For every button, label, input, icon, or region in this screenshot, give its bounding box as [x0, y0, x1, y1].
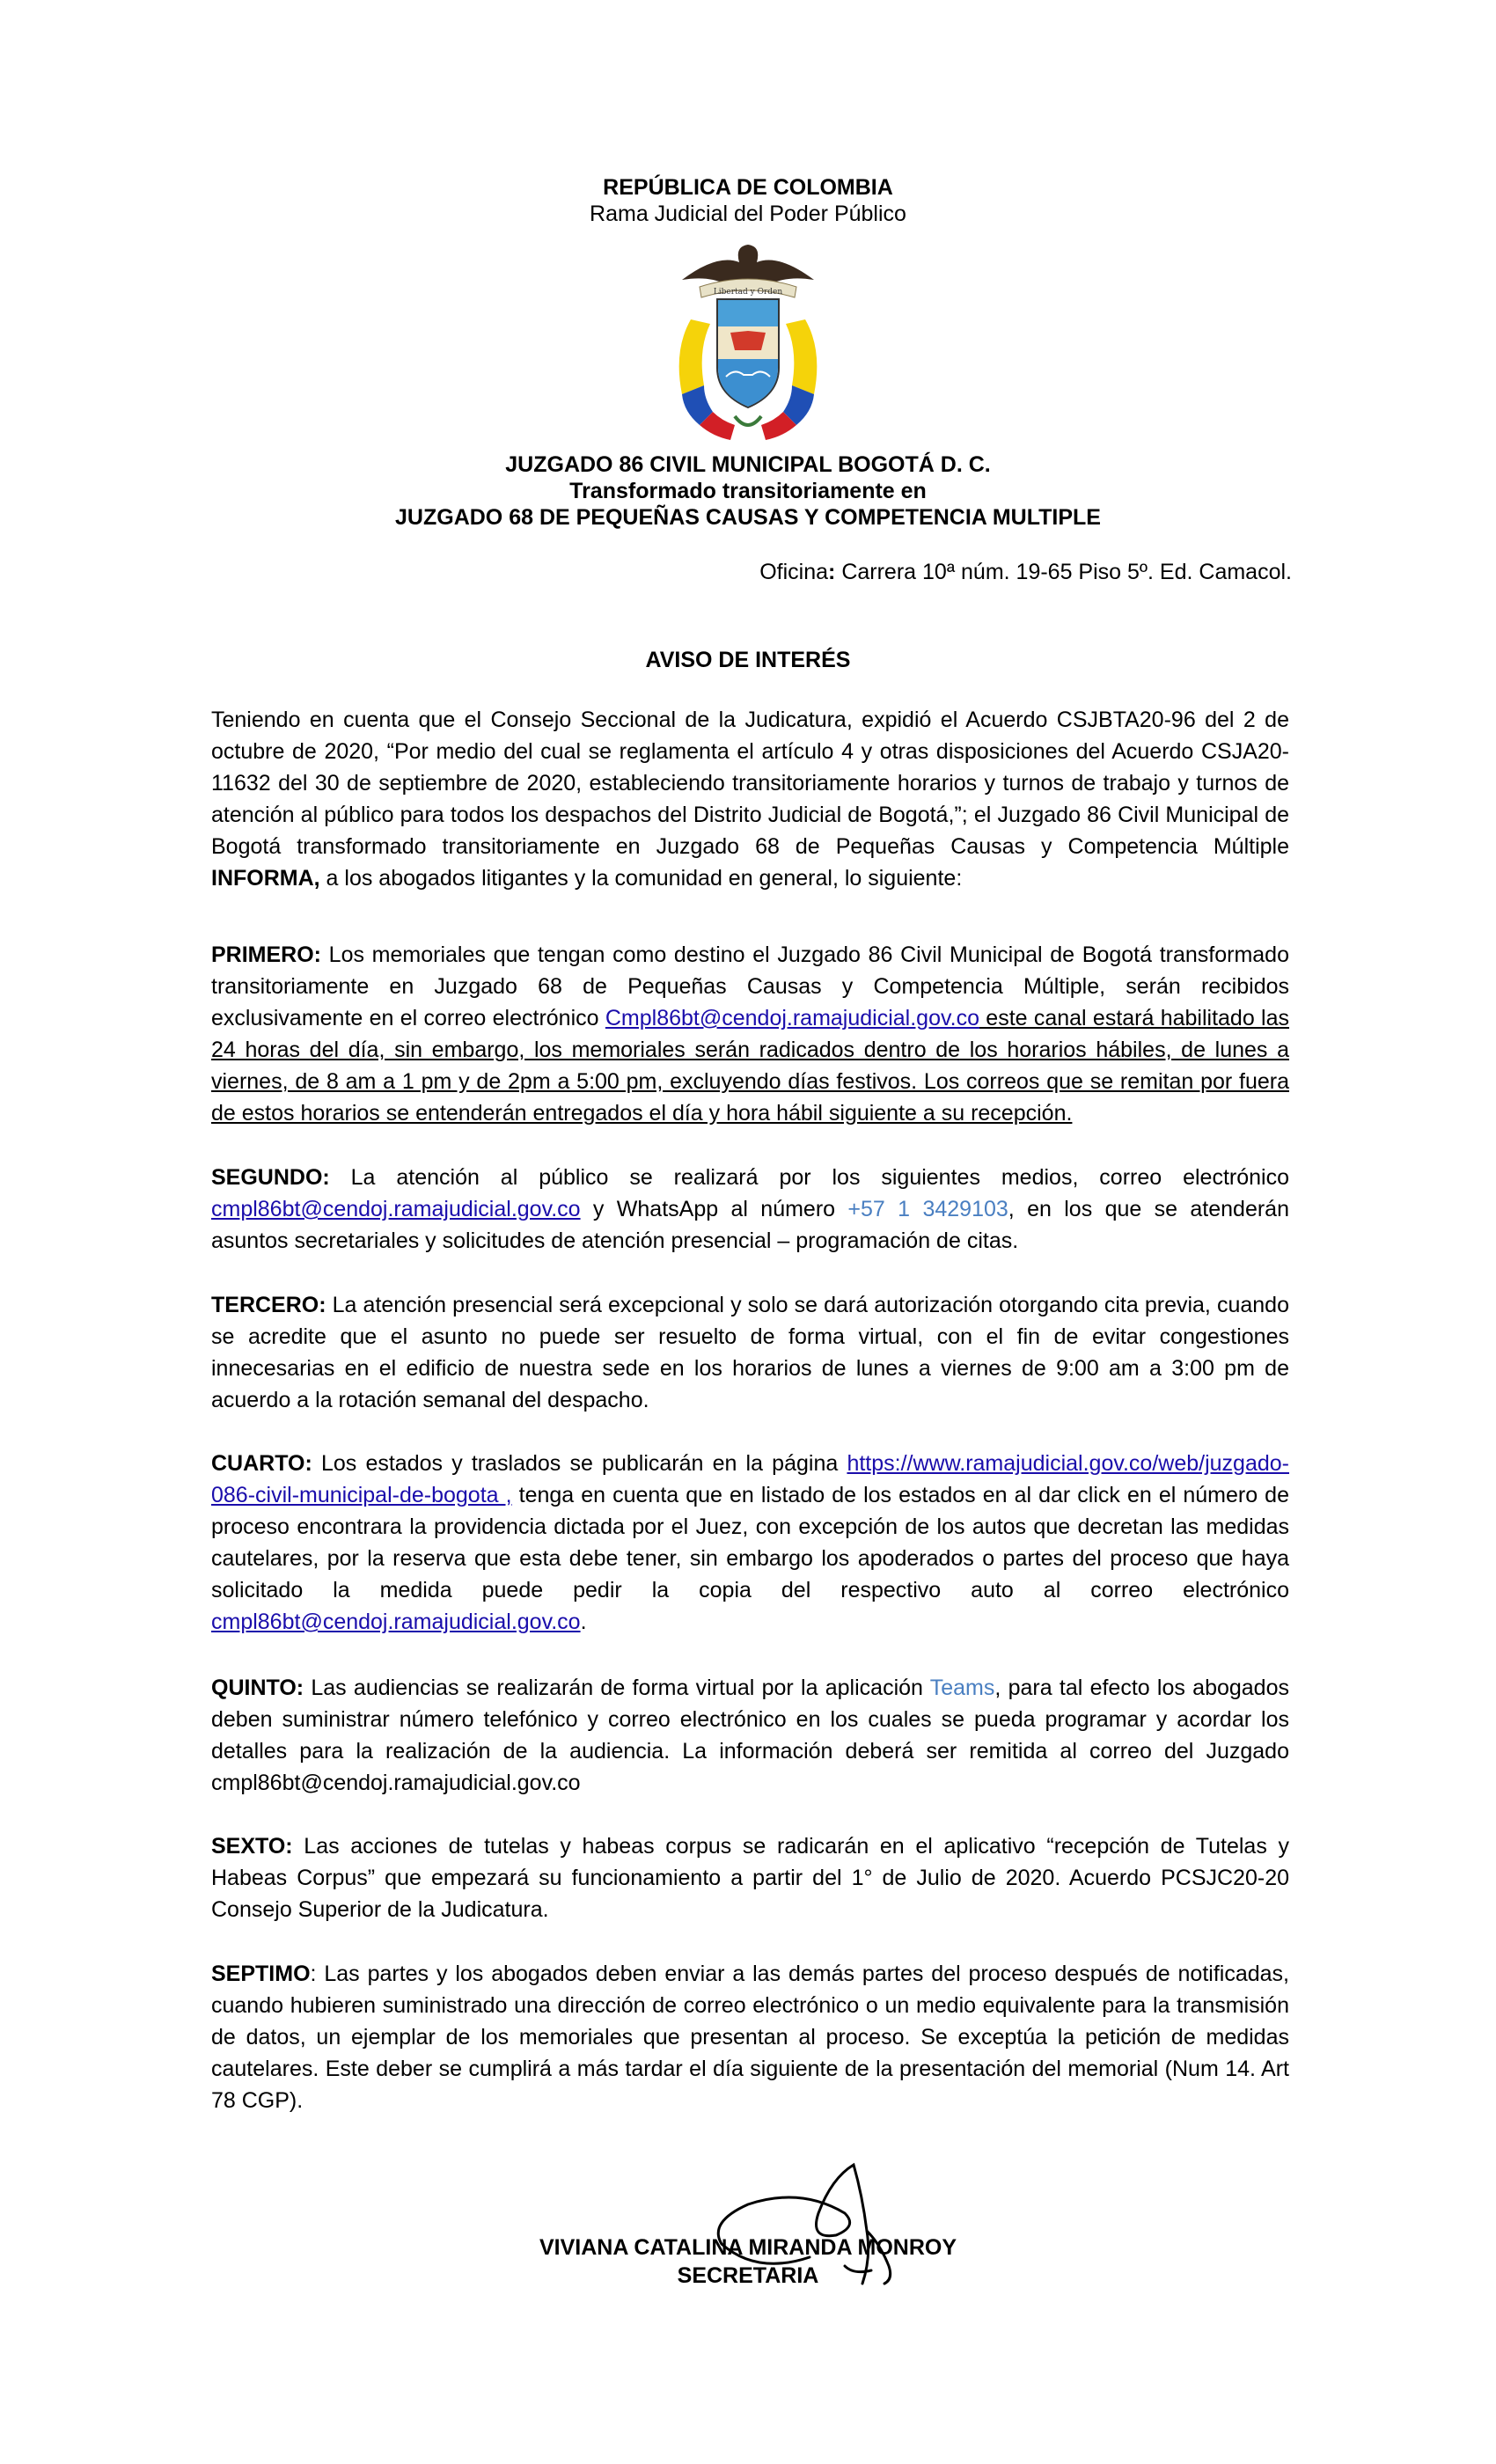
branch-subheading: Rama Judicial del Poder Público [590, 202, 906, 226]
signer-role: SECRETARIA [677, 2263, 819, 2288]
quinto-label: QUINTO: [211, 1676, 304, 1700]
primero-paragraph [211, 939, 1289, 1129]
segundo-paragraph [211, 1162, 1289, 1257]
cuarto-text-a: Los estados y traslados se publicarán en la página [312, 1451, 847, 1476]
cuarto-website-link[interactable]: https://www.ramajudicial.gov.co/web/juzgado-086-civil-municipal-de-bogota , [211, 1451, 1289, 1507]
office-address [759, 560, 1292, 585]
cuarto-label: CUARTO: [211, 1451, 312, 1476]
quinto-text-a: Las audiencias se realizarán de forma virtual por la aplicación [304, 1676, 930, 1700]
intro-informa: INFORMA, [211, 866, 320, 891]
segundo-text-a: La atención al público se realizará por los siguientes medios, correo electrónico [329, 1165, 1289, 1190]
sexto-label: SEXTO: [211, 1834, 293, 1859]
cuarto-text-b: tenga en cuenta que en listado de los estados en al dar click en el número de proceso encontrara la providencia dictada por el Juez, con excepción de los autos que decretan las medidas cautelares, por la reserva que esta debe tener, sin embargo los apoderados o partes del proceso que haya solicitado la medida puede pedir la copia del respectivo auto al correo electrónico [211, 1483, 1289, 1602]
segundo-label: SEGUNDO: [211, 1165, 330, 1190]
country-heading: REPÚBLICA DE COLOMBIA [603, 175, 893, 200]
segundo-whatsapp-number[interactable]: +57 1 3429103 [847, 1197, 1008, 1221]
flag-right-yellow [786, 319, 817, 394]
court-name-line3: JUZGADO 68 DE PEQUEÑAS CAUSAS Y COMPETENCIA MULTIPLE [395, 505, 1101, 530]
notice-title: AVISO DE INTERÉS [645, 648, 851, 672]
primero-email-link[interactable]: Cmpl86bt@cendoj.ramajudicial.gov.co [605, 1006, 979, 1030]
court-name-line1: JUZGADO 86 CIVIL MUNICIPAL BOGOTÁ D. C. [505, 452, 991, 477]
segundo-email-link[interactable]: cmpl86bt@cendoj.ramajudicial.gov.co [211, 1197, 581, 1221]
document-header [0, 174, 1496, 227]
cuarto-email-link[interactable]: cmpl86bt@cendoj.ramajudicial.gov.co [211, 1610, 581, 1634]
primero-text: Los memoriales que tengan como destino el Juzgado 86 Civil Municipal de Bogotá transformado transitoriamente en Juzgado 68 de Pequeñas Causas y Competencia Múltiple, serán recibidos exclusivamente en el correo electrónico [211, 942, 1289, 1030]
septimo-label: SEPTIMO [211, 1962, 311, 1986]
cuarto-paragraph [211, 1448, 1289, 1638]
signature-stroke [718, 2165, 890, 2284]
motto-text: Libertad y Orden [713, 288, 783, 297]
cuarto-text-c: . [580, 1610, 587, 1634]
intro-paragraph [211, 704, 1289, 894]
sexto-text: Las acciones de tutelas y habeas corpus se radicarán en el aplicativo “recepción de Tutelas y Habeas Corpus” que empezará su funcionamiento a partir del 1° de Julio de 2020. Acuerdo PCSJC20-20 Consejo Superior de la Judicatura. [211, 1834, 1289, 1922]
tercero-text: La atención presencial será excepcional y solo se dará autorización otorgando cita previa, cuando se acredite que el asunto no puede ser resuelto de forma virtual, con el fin de evitar congestiones innecesarias en el edificio de nuestra sede en los horarios de lunes a viernes de 9:00 am a 3:00 pm de acuerdo a la rotación semanal del despacho. [211, 1293, 1289, 1412]
intro-text-a: Teniendo en cuenta que el Consejo Seccional de la Judicatura, expidió el Acuerdo CSJBTA20-96 del 2 de octubre de 2020, [211, 708, 1289, 764]
segundo-text-c: , en los que se atenderán asuntos secretariales y solicitudes de atención presencial – programación de citas. [211, 1197, 1289, 1253]
office-label: Oficina [759, 560, 829, 584]
intro-text-b: ; el Juzgado 86 Civil Municipal de Bogotá transformado transitoriamente en Juzgado 68 de Pequeñas Causas y Competencia Múltiple [211, 803, 1289, 859]
sexto-paragraph [211, 1830, 1289, 1925]
signer-name: VIVIANA CATALINA MIRANDA MONROY [539, 2235, 957, 2260]
primero-underlined-text: este canal estará habilitado las 24 horas del día, sin embargo, los memoriales serán radicados dentro de los horarios hábiles, de lunes a viernes, de 8 am a 1 pm y de 2pm a 5:00 pm, excluyendo días festivos. Los correos que se remitan por fuera de estos horarios se entenderán entregados el día y hora hábil siguiente a su recepción. [211, 1006, 1289, 1126]
quinto-text-b: , para tal efecto los abogados deben suministrar número telefónico y correo electrónico en los cuales se pueda programar y acordar los detalles para la realización de la audiencia. La información deberá ser remitida al correo del Juzgado cmpl86bt@cendoj.ramajudicial.gov.co [211, 1676, 1289, 1795]
office-address-text: Carrera 10ª núm. 19-65 Piso 5º. Ed. Camacol. [835, 560, 1292, 584]
primero-label: PRIMERO: [211, 942, 321, 967]
quinto-paragraph [211, 1672, 1289, 1799]
intro-text-c: a los abogados litigantes y la comunidad en general, lo siguiente: [319, 866, 963, 891]
court-name-line2: Transformado transitoriamente en [569, 479, 927, 503]
septimo-text: : Las partes y los abogados deben enviar a las demás partes del proceso después de notificadas, cuando hubieren suministrado una dirección de correo electrónico o un medio equivalente para la transmisión de datos, un ejemplar de los memoriales que presentan al proceso. Se exceptúa la petición de medidas cautelares. Este deber se cumplirá a más tardar el día siguiente de la presentación del memorial (Num 14. Art 78 CGP). [211, 1962, 1289, 2113]
tercero-label: TERCERO: [211, 1293, 326, 1317]
phrygian-cap [730, 331, 766, 350]
shield-bottom-sea [718, 359, 778, 407]
flag-left-yellow [679, 319, 710, 394]
quinto-teams-app: Teams [929, 1676, 995, 1700]
coat-of-arms-emblem [664, 236, 832, 447]
tercero-paragraph [211, 1289, 1289, 1416]
segundo-text-b: y WhatsApp al número [580, 1197, 848, 1221]
office-colon: : [828, 560, 836, 584]
shield-top-band [718, 300, 778, 326]
wreath [735, 416, 761, 425]
handwritten-signature [704, 2160, 968, 2306]
intro-quote: “Por medio del cual se reglamenta el artículo 4 y otras disposiciones del Acuerdo CSJA20-11632 del 30 de septiembre de 2020, estableciendo transitoriamente horarios y turnos de trabajo y turnos de atención al público para todos los despachos del Distrito Judicial de Bogotá,” [211, 739, 1289, 827]
septimo-paragraph [211, 1958, 1289, 2116]
court-name-block [0, 451, 1496, 531]
